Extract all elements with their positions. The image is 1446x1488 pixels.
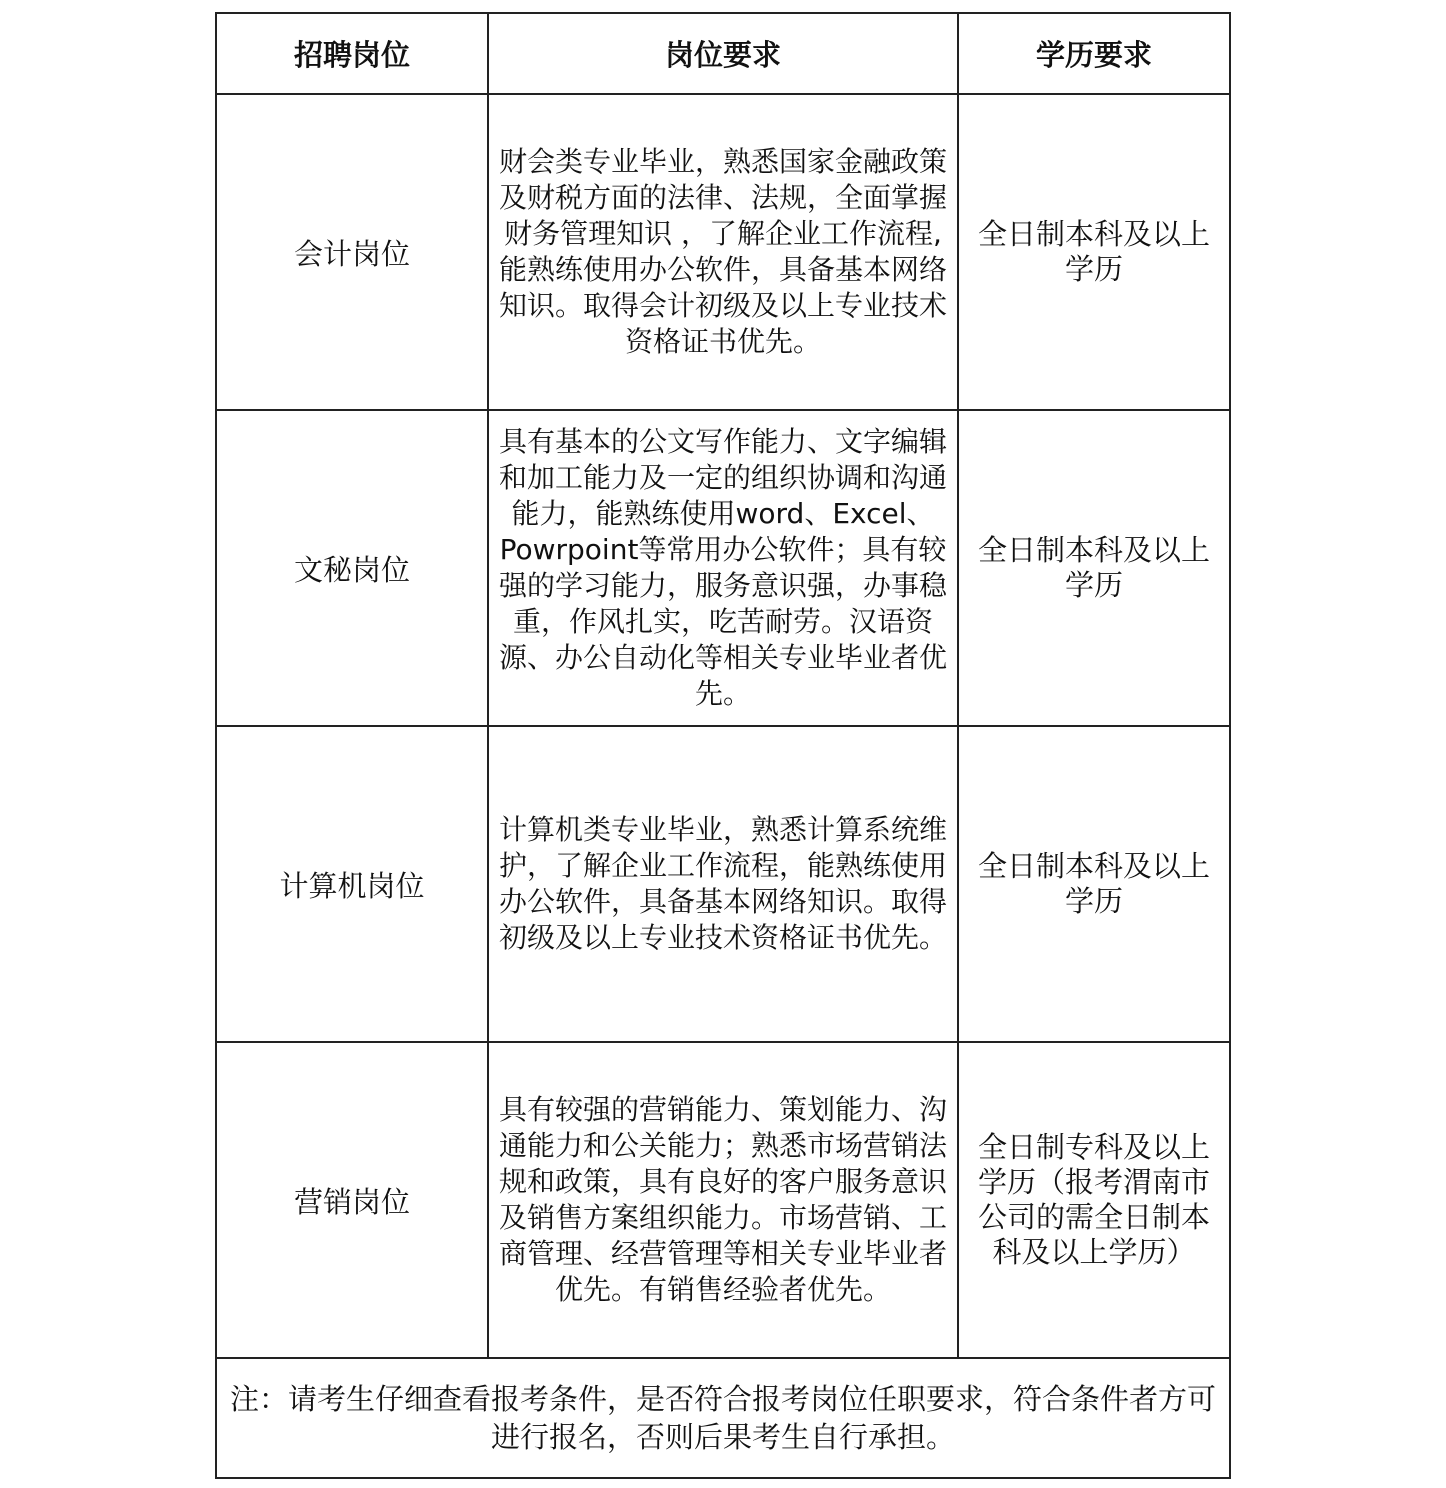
table-body	[216, 94, 1230, 1478]
position-cell: 文秘岗位	[216, 410, 488, 726]
recruitment-table	[215, 12, 1231, 1479]
requirement-cell: 具有较强的营销能力、策划能力、沟通能力和公关能力；熟悉市场营销法规和政策，具有良好的客户服务意识及销售方案组织能力。市场营销、工商管理、经营管理等相关专业毕业者优先。有销售经验者优先。	[488, 1042, 958, 1358]
education-cell: 全日制本科及以上学历	[958, 726, 1230, 1042]
header-position: 招聘岗位	[216, 13, 488, 94]
table-row	[216, 94, 1230, 410]
requirement-cell: 计算机类专业毕业，熟悉计算系统维护，了解企业工作流程，能熟练使用办公软件，具备基本网络知识。取得初级及以上专业技术资格证书优先。	[488, 726, 958, 1042]
requirement-cell: 具有基本的公文写作能力、文字编辑和加工能力及一定的组织协调和沟通能力，能熟练使用word、Excel、 Powrpoint等常用办公软件；具有较强的学习能力，服务意识强，办事稳重，作风扎实，吃苦耐劳。汉语资源、办公自动化等相关专业毕业者优先。	[488, 410, 958, 726]
education-cell: 全日制专科及以上学历（报考渭南市公司的需全日制本科及以上学历）	[958, 1042, 1230, 1358]
table-row	[216, 1042, 1230, 1358]
header-education: 学历要求	[958, 13, 1230, 94]
position-cell: 营销岗位	[216, 1042, 488, 1358]
requirement-cell: 财会类专业毕业，熟悉国家金融政策及财税方面的法律、法规，全面掌握财务管理知识 ，了解企业工作流程,能熟练使用办公软件，具备基本网络知识。取得会计初级及以上专业技术资格证书优先。	[488, 94, 958, 410]
table-row	[216, 410, 1230, 726]
education-cell: 全日制本科及以上学历	[958, 410, 1230, 726]
table-row	[216, 726, 1230, 1042]
note-row	[216, 1358, 1230, 1478]
position-cell: 会计岗位	[216, 94, 488, 410]
note-text: 注：请考生仔细查看报考条件，是否符合报考岗位任职要求，符合条件者方可进行报名，否则后果考生自行承担。	[216, 1358, 1230, 1478]
header-requirement: 岗位要求	[488, 13, 958, 94]
header-row	[216, 13, 1230, 94]
position-cell: 计算机岗位	[216, 726, 488, 1042]
table-header	[216, 13, 1230, 94]
education-cell: 全日制本科及以上学历	[958, 94, 1230, 410]
